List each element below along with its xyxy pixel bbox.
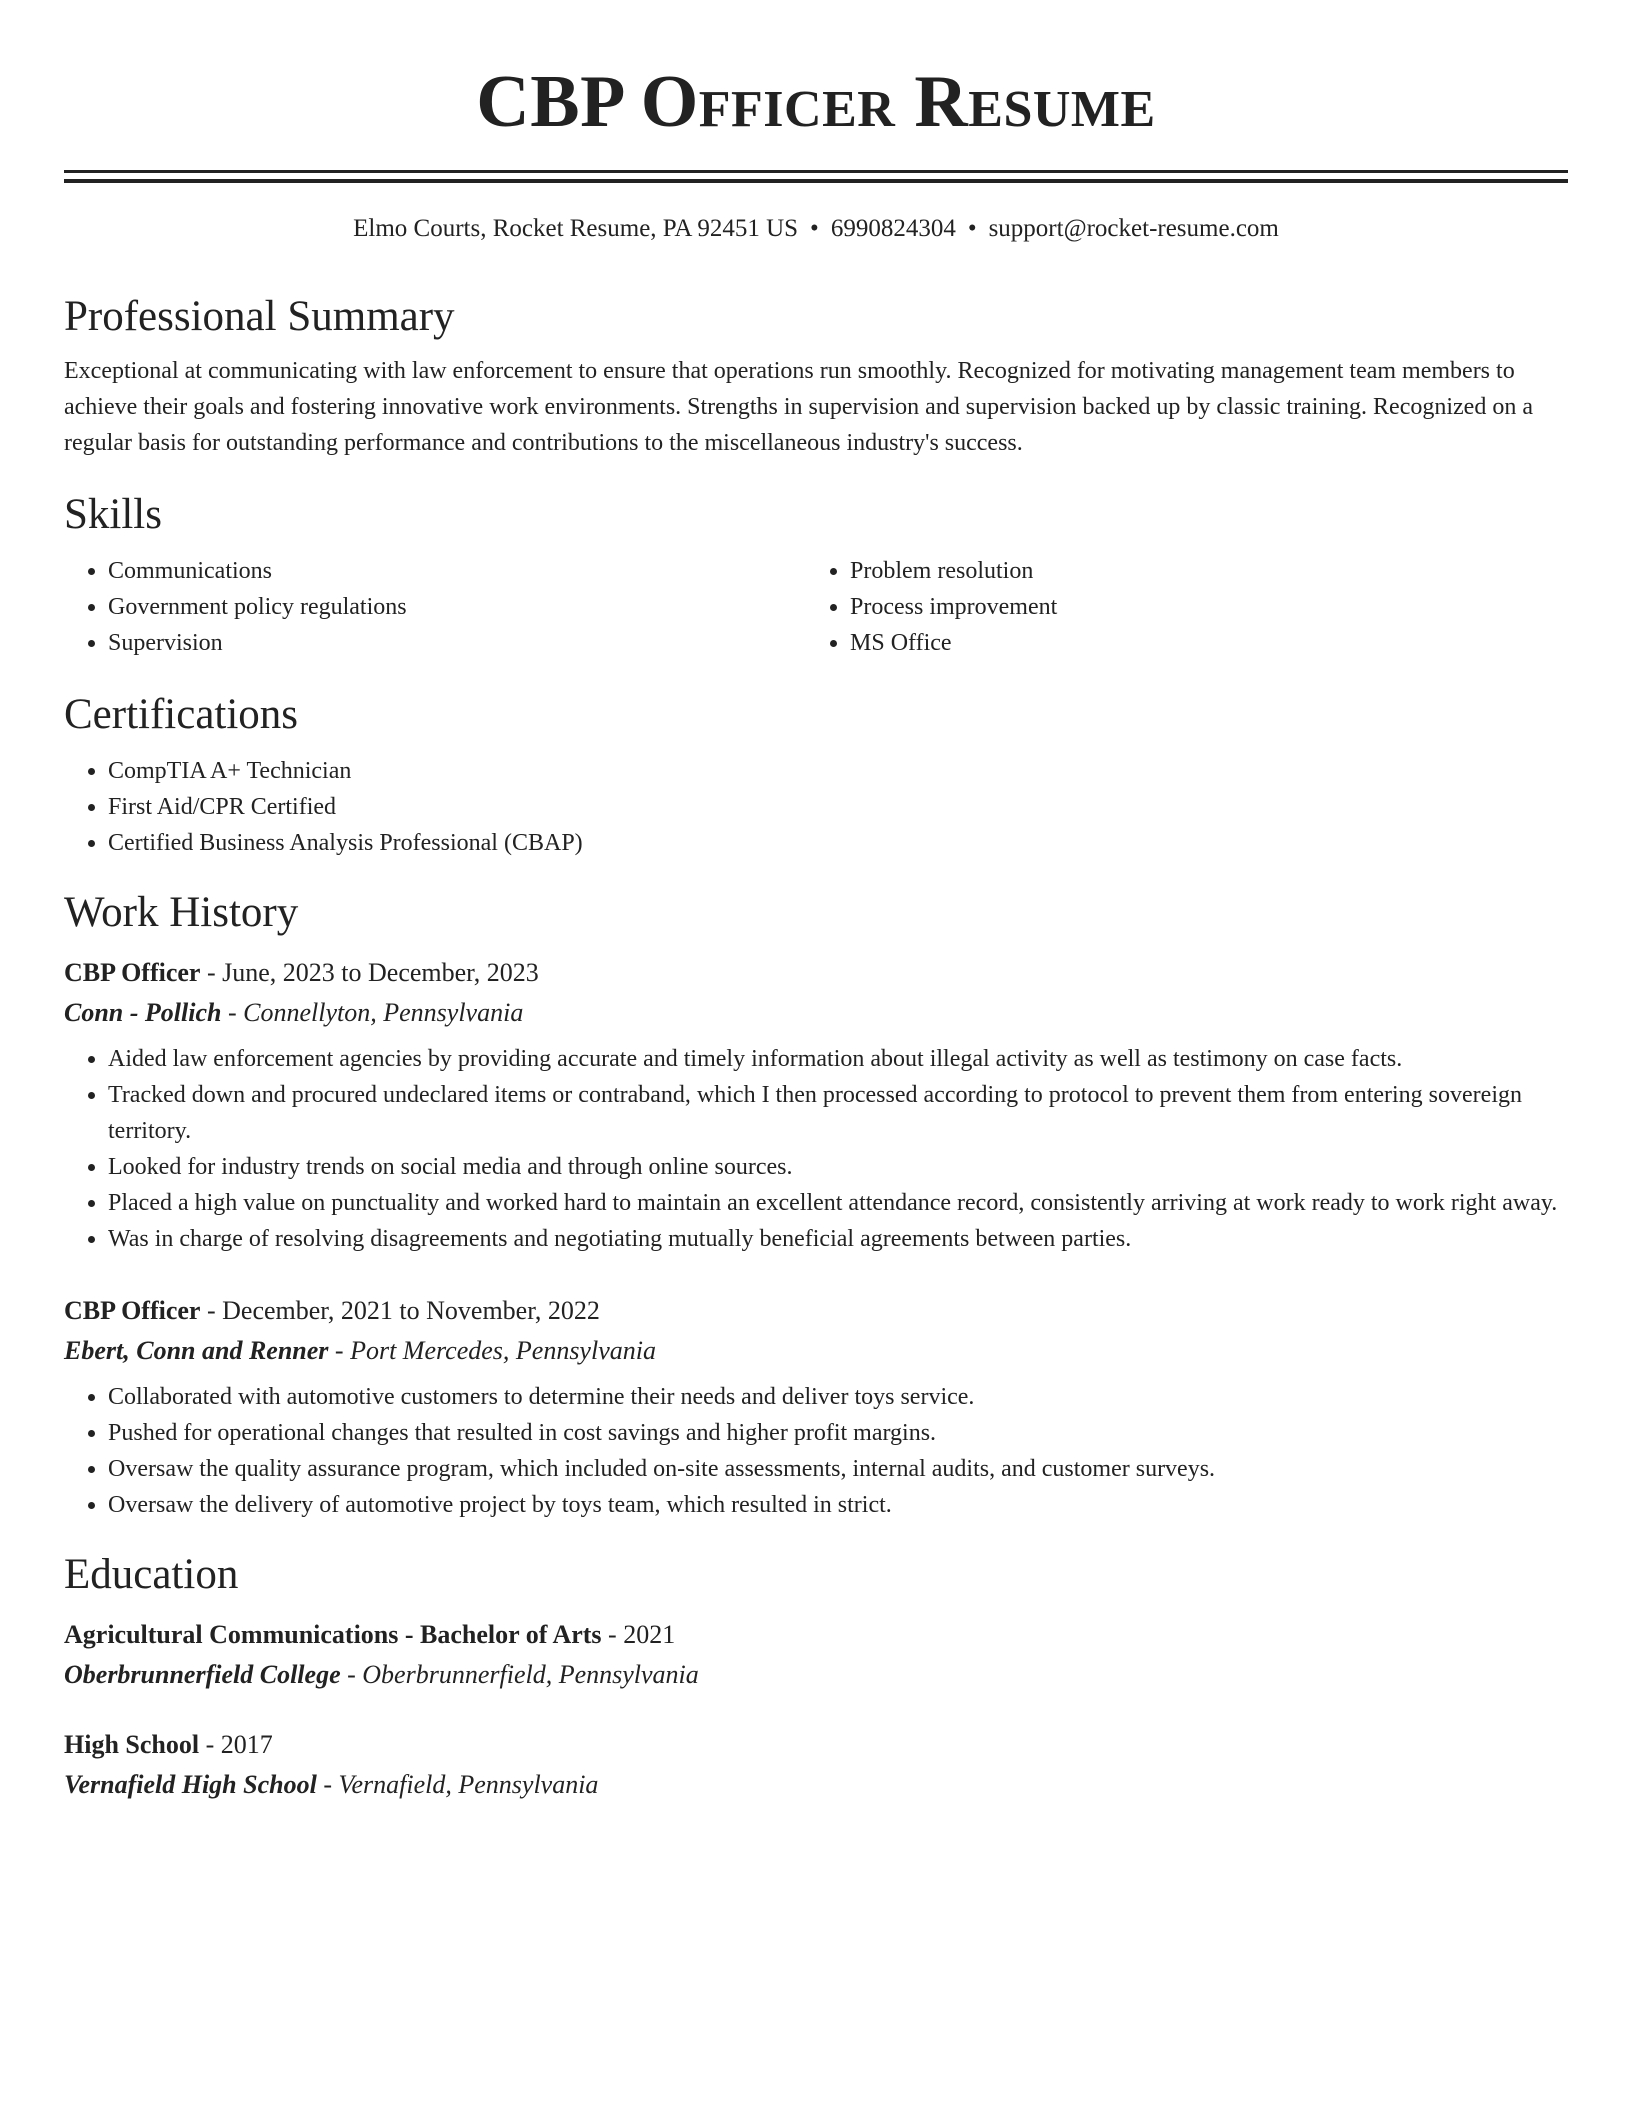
education-school-line [64,1655,1568,1695]
job-bullet: • Tracked down and procured undeclared items or contraband, which I then processed according to protocol to prevent them from entering sovereign territory. [108,1077,1568,1149]
education-heading: Education [64,1551,239,1598]
job-company-line [64,993,1568,1033]
education-year: 2021 [623,1620,676,1649]
certification-item: • First Aid/CPR Certified [108,789,1568,825]
dash: - [323,1770,332,1799]
skill-item: • Problem resolution [850,553,1548,589]
contact-phone: 6990824304 [830,215,956,242]
job-bullets [64,1041,1568,1257]
skill-item: • Communications [108,553,806,589]
education-location: Vernafield, Pennsylvania [338,1770,599,1799]
education-location: Oberbrunnerfield, Pennsylvania [362,1660,699,1689]
education-degree-line [64,1615,1568,1655]
contact-separator: • [810,215,819,242]
job-title: CBP Officer [64,958,201,987]
summary-text: Exceptional at communicating with law enforcement to ensure that operations run smoothly. Recognized for motivating management team members to achieve their goals and fostering innovative work environments. Strengths in supervision and supervision backed up by classic training. Recognized on a regular basis for outstanding performance and contributions to the miscellaneous industry's success. [64,358,1533,456]
education-entry [64,1725,1568,1805]
job-dates: December, 2021 to November, 2022 [222,1296,600,1325]
education-degree: Agricultural Communications - Bachelor of Arts [64,1620,602,1649]
dash: - [206,1296,216,1325]
work-history-heading: Work History [64,889,299,936]
job-dates: June, 2023 to December, 2023 [222,958,539,987]
dash: - [347,1660,356,1689]
dash: - [334,1336,344,1365]
job-title-line [64,1291,1568,1331]
job-company-line [64,1331,1568,1371]
job-bullets [64,1379,1568,1523]
certifications-heading: Certifications [64,691,299,738]
job-entry [64,953,1568,1257]
title-divider-bottom [64,179,1568,183]
contact-email[interactable]: support@rocket-resume.com [988,215,1279,242]
contact-address: Elmo Courts, Rocket Resume, PA 92451 US [353,215,799,242]
dash: - [205,1730,215,1759]
education-school-line [64,1765,1568,1805]
job-bullet: • Placed a high value on punctuality and worked hard to maintain an excellent attendance record, consistently arriving at work ready to work right away. [108,1185,1568,1221]
skill-item: • MS Office [850,625,1548,661]
skills-grid [64,553,1568,661]
dash: - [608,1620,617,1649]
job-bullet: • Aided law enforcement agencies by providing accurate and timely information about illegal activity as well as testimony on case facts. [108,1041,1568,1077]
education-degree: High School [64,1730,200,1759]
job-company: Conn - Pollich [64,998,222,1027]
skills-list-right [806,553,1548,661]
dash: - [227,998,237,1027]
education-school: Vernafield High School [64,1770,317,1799]
skill-item: • Government policy regulations [108,589,806,625]
contact-line [64,211,1568,247]
job-title-line [64,953,1568,993]
job-location: Connellyton, Pennsylvania [243,998,524,1027]
education-year: 2017 [220,1730,273,1759]
certification-item: • CompTIA A+ Technician [108,753,1568,789]
certification-item: • Certified Business Analysis Professional (CBAP) [108,825,1568,861]
job-bullet: • Was in charge of resolving disagreements and negotiating mutually beneficial agreements between parties. [108,1221,1568,1257]
job-bullet: • Pushed for operational changes that resulted in cost savings and higher profit margins. [108,1415,1568,1451]
skills-list-left [64,553,806,661]
job-location: Port Mercedes, Pennsylvania [350,1336,656,1365]
education-entry [64,1615,1568,1695]
job-bullet: • Oversaw the quality assurance program, which included on-site assessments, internal audits, and customer surveys. [108,1451,1568,1487]
education-degree-line [64,1725,1568,1765]
resume-title: CBP Officer Resume [476,61,1156,143]
job-entry [64,1291,1568,1523]
skill-item: • Supervision [108,625,806,661]
certifications-list [64,753,1568,861]
contact-separator: • [967,215,977,242]
job-title: CBP Officer [64,1296,201,1325]
job-bullet: • Oversaw the delivery of automotive project by toys team, which resulted in strict. [108,1487,1568,1523]
title-divider-top [64,170,1568,173]
skill-item: • Process improvement [850,589,1548,625]
job-bullet: • Collaborated with automotive customers to determine their needs and deliver toys service. [108,1379,1568,1415]
education-school: Oberbrunnerfield College [64,1660,341,1689]
dash: - [206,958,216,987]
job-company: Ebert, Conn and Renner [64,1336,329,1365]
job-bullet: • Looked for industry trends on social media and through online sources. [108,1149,1568,1185]
summary-heading: Professional Summary [64,293,455,340]
skills-heading: Skills [64,491,162,538]
